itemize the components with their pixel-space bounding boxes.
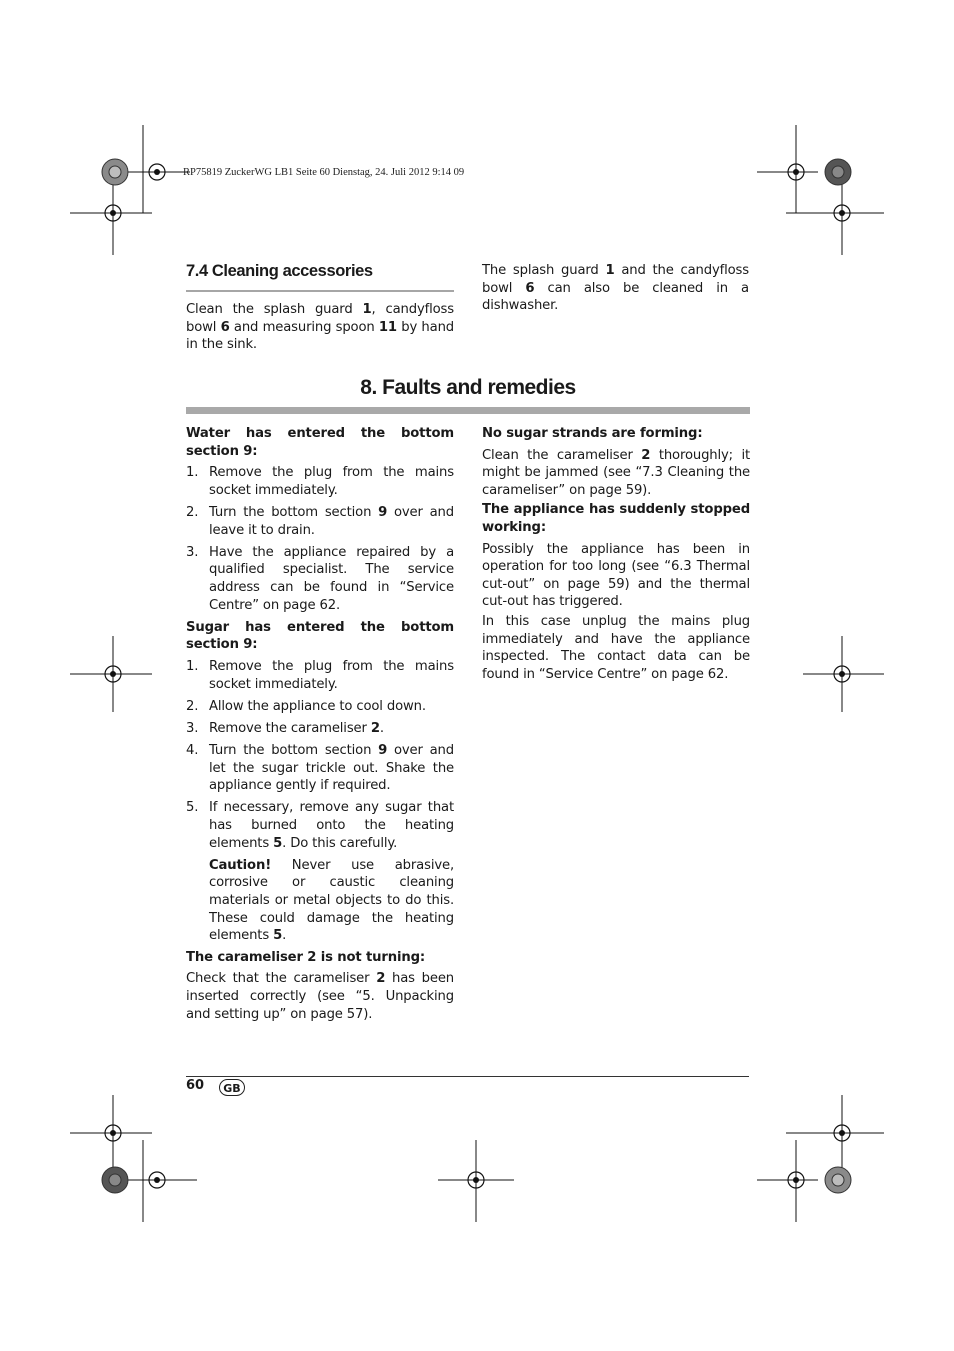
text-run: In this case unplug the mains plug immediately and have the appliance inspected. The contact data can be found in “Service Centre” on page 62.	[482, 613, 750, 682]
list-item-number: 3.	[186, 720, 199, 736]
text-run: Clean the splash guard	[186, 302, 363, 317]
bold-reference: 6	[220, 319, 230, 335]
text-run: Remove the carameliser	[209, 720, 371, 736]
page-number: 60	[186, 1078, 205, 1093]
text-run: Never use abrasive, corrosive or caustic cleaning materials or metal objects to do this. These could damage the heating elements	[209, 857, 454, 944]
remedy-paragraph	[482, 447, 750, 500]
bold-reference: 1	[362, 302, 372, 317]
remedy-steps-list	[186, 464, 454, 614]
footer-rule	[186, 1076, 749, 1077]
text-run: , candyfloss bowl	[186, 302, 454, 335]
bold-reference: 5	[273, 835, 283, 851]
list-item	[186, 544, 454, 614]
list-item-number: 2.	[186, 698, 199, 714]
print-slug-header: RP75819 ZuckerWG LB1 Seite 60 Dienstag, 24. Juli 2012 9:14 09	[183, 167, 465, 178]
chapter-heading-rule	[186, 407, 750, 414]
list-item-number: 4.	[186, 743, 199, 759]
text-run: by hand in the sink.	[186, 319, 455, 353]
text-run: can also be cleaned in a dishwasher.	[482, 280, 749, 314]
section-heading-cleaning-accessories: 7.4 Cleaning accessories	[186, 262, 373, 280]
list-item	[186, 742, 454, 795]
text-run: .	[379, 720, 384, 736]
text-run: Have the appliance repaired by a qualified specialist. The service address can be found in “Service Centre” on page 62.	[209, 544, 454, 613]
fault-heading: No sugar strands are forming:	[482, 426, 703, 441]
text-run: has been inserted correctly (see “5. Unpacking and setting up” on page 57).	[186, 971, 454, 1022]
list-item-number: 1.	[186, 465, 199, 481]
fault-heading: Water has entered the bottom section 9:	[186, 426, 454, 459]
text-run: and the candyfloss bowl	[482, 263, 749, 296]
list-item	[186, 698, 454, 716]
text-run: Turn the bottom section	[209, 743, 379, 759]
remedy-steps-list	[186, 658, 454, 852]
caution-note	[186, 857, 454, 945]
list-item	[186, 504, 454, 539]
chapter-heading-faults-and-remedies: 8. Faults and remedies	[360, 376, 576, 399]
bold-reference: 2	[370, 720, 380, 736]
fault-heading: The carameliser 2 is not turning:	[186, 949, 425, 965]
list-item-number: 2.	[186, 504, 199, 520]
list-item	[186, 658, 454, 693]
bold-reference: 5	[273, 928, 283, 944]
fault-heading: The appliance has suddenly stopped working:	[482, 502, 750, 535]
bold-reference: 9	[378, 504, 388, 520]
text-run: If necessary, remove any sugar that has burned onto the heating elements	[209, 800, 454, 851]
bold-reference: 11	[378, 319, 397, 335]
text-run: Check that the carameliser	[186, 971, 377, 987]
bold-reference: Caution!	[209, 857, 272, 873]
list-item-number: 3.	[186, 544, 199, 560]
bold-reference: 1	[605, 263, 615, 278]
list-item	[186, 799, 454, 852]
text-run: Possibly the appliance has been in operation for too long (see “6.3 Thermal cut-out” on page 59) and the thermal cut-out has triggered.	[482, 541, 750, 610]
faults-left-column	[186, 425, 454, 1025]
text-run: Clean the carameliser	[482, 447, 642, 463]
list-item	[186, 464, 454, 499]
bold-reference: 2	[376, 971, 386, 987]
bold-reference: 2	[641, 447, 651, 463]
text-run: . Do this carefully.	[282, 835, 398, 851]
bold-reference: 6	[525, 280, 535, 296]
text-run: .	[282, 928, 287, 944]
bold-reference: 9	[378, 743, 388, 759]
text-run: over and leave it to drain.	[209, 504, 454, 538]
list-item	[186, 720, 454, 738]
fault-heading: Sugar has entered the bottom section 9:	[186, 619, 454, 653]
section-heading-rule	[186, 290, 454, 292]
list-item-number: 1.	[186, 658, 199, 674]
remedy-paragraph	[482, 613, 750, 683]
remedy-paragraph	[186, 970, 454, 1023]
text-run: Allow the appliance to cool down.	[209, 698, 426, 714]
remedy-paragraph	[482, 541, 750, 611]
text-run: thoroughly; it might be jammed (see “7.3 Cleaning the carameliser” on page 59).	[482, 447, 751, 498]
text-run: Remove the plug from the mains socket immediately.	[209, 658, 454, 692]
list-item-number: 5.	[186, 800, 199, 816]
text-run: over and let the sugar trickle out. Shake the appliance gently if required.	[209, 743, 454, 794]
cleaning-accessories-left-paragraph	[186, 301, 454, 354]
country-code-badge: GB	[219, 1079, 245, 1096]
text-run: and measuring spoon	[229, 319, 379, 335]
text-run: Turn the bottom section	[209, 504, 379, 520]
faults-right-column	[482, 425, 750, 685]
cleaning-accessories-right-paragraph	[482, 262, 749, 315]
text-run: The splash guard	[482, 263, 606, 278]
text-run: Remove the plug from the mains socket immediately.	[209, 465, 454, 498]
